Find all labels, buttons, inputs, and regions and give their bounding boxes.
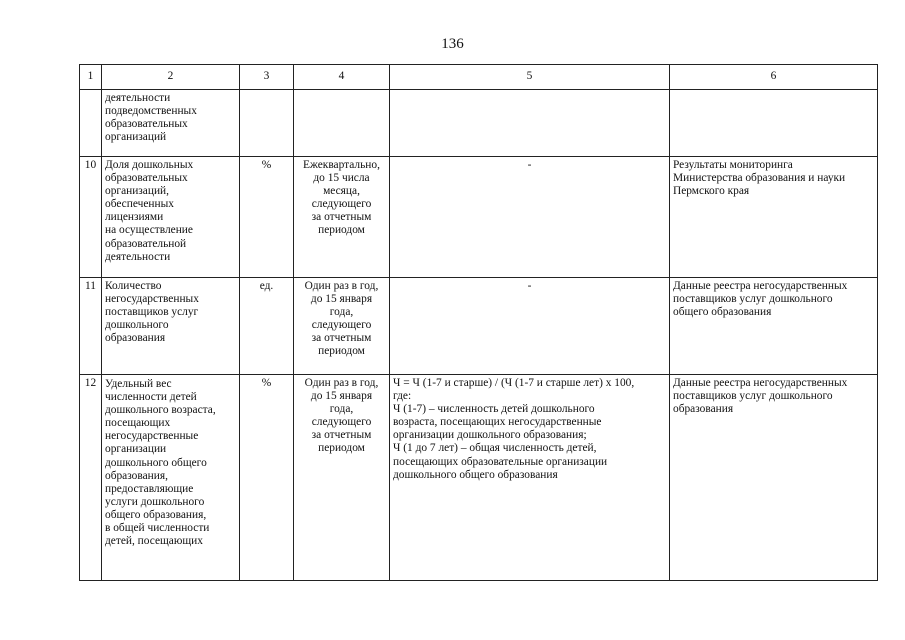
frequency xyxy=(294,375,390,581)
cell-line: месяца, xyxy=(323,185,360,198)
cell-line: периодом xyxy=(318,224,365,237)
formula xyxy=(390,375,670,581)
cell-line: образовательных xyxy=(105,118,188,131)
header-col-3: 3 xyxy=(240,65,294,90)
unit xyxy=(240,90,294,157)
table-header-row xyxy=(80,65,878,90)
cell-line: до 15 января xyxy=(310,293,373,306)
header-col-5: 5 xyxy=(390,65,670,90)
cell-line: организации xyxy=(105,443,167,456)
cell-line: деятельности xyxy=(105,250,171,263)
header-col-1: 1 xyxy=(80,65,102,90)
cell-line: Количество xyxy=(105,280,162,292)
cell-line: поставщиков услуг xyxy=(105,306,199,319)
cell-line: образования xyxy=(105,332,166,345)
cell-line: Ч = Ч (1-7 и старше) / (Ч (1-7 и старше лет) x 100, xyxy=(393,377,635,389)
unit: % xyxy=(240,157,294,278)
data-source xyxy=(670,278,878,375)
cell-line: за отчетным xyxy=(311,429,372,442)
frequency xyxy=(294,90,390,157)
row-number: 12 xyxy=(80,375,102,581)
indicator-name xyxy=(102,90,240,157)
cell-line: за отчетным xyxy=(311,211,372,224)
cell-line: следующего xyxy=(311,319,372,332)
cell-line: - xyxy=(527,280,532,292)
cell-line: поставщиков услуг дошкольного xyxy=(673,293,833,306)
cell-line: дошкольного общего образования xyxy=(393,468,558,481)
table-row xyxy=(80,157,878,278)
formula xyxy=(390,278,670,375)
data-source xyxy=(670,90,878,157)
cell-line: в общей численности xyxy=(105,522,210,535)
cell-line: - xyxy=(527,159,532,171)
cell-line: предоставляющие xyxy=(105,482,194,495)
cell-line: где: xyxy=(393,390,412,403)
cell-line: до 15 января xyxy=(310,390,373,403)
frequency xyxy=(294,157,390,278)
cell-line: образовательных xyxy=(105,172,188,185)
page-number: 136 xyxy=(441,36,464,52)
cell-line: услуги дошкольного xyxy=(105,495,205,508)
cell-line: Ежеквартально, xyxy=(303,159,380,171)
cell-line: Пермского края xyxy=(673,185,750,198)
unit: ед. xyxy=(240,278,294,375)
cell-line: следующего xyxy=(311,416,372,429)
cell-line: на осуществление xyxy=(105,224,193,237)
cell-line: периодом xyxy=(318,442,365,455)
cell-line: Министерства образования и науки xyxy=(673,172,846,185)
cell-line: следующего xyxy=(311,198,372,211)
cell-line: негосударственные xyxy=(105,430,199,443)
indicator-name xyxy=(102,278,240,375)
row-number: 11 xyxy=(80,278,102,375)
indicator-name xyxy=(102,157,240,278)
data-source xyxy=(670,375,878,581)
cell-line: возраста, посещающих негосударственные xyxy=(393,416,602,429)
cell-line: Ч (1 до 7 лет) – общая численность детей, xyxy=(393,442,597,455)
cell-line: года, xyxy=(329,403,354,416)
cell-line: детей, посещающих xyxy=(105,535,203,548)
cell-line: организации дошкольного образования; xyxy=(393,429,587,442)
cell-line: Удельный вес xyxy=(105,378,172,390)
cell-line: посещающих xyxy=(105,417,171,430)
row-number xyxy=(80,90,102,157)
cell-line: Данные реестра негосударственных xyxy=(673,280,848,292)
cell-line: общего образования xyxy=(673,306,772,319)
unit: % xyxy=(240,375,294,581)
cell-line: лицензиями xyxy=(105,211,164,224)
cell-line: поставщиков услуг дошкольного xyxy=(673,390,833,403)
cell-line: обеспеченных xyxy=(105,198,174,211)
table-row xyxy=(80,278,878,375)
cell-line: численности детей xyxy=(105,391,197,404)
indicator-name xyxy=(102,375,240,581)
cell-line: года, xyxy=(329,306,354,319)
table-row xyxy=(80,90,878,157)
row-number: 10 xyxy=(80,157,102,278)
cell-line: посещающих образовательные организации xyxy=(393,455,608,468)
indicators-table xyxy=(79,64,878,581)
header-col-2: 2 xyxy=(102,65,240,90)
cell-line: организаций xyxy=(105,131,167,144)
data-source xyxy=(670,157,878,278)
formula xyxy=(390,90,670,157)
cell-line: негосударственных xyxy=(105,293,199,306)
cell-line: Ч (1-7) – численность детей дошкольного xyxy=(393,403,595,416)
cell-line: дошкольного xyxy=(105,319,169,332)
cell-line: подведомственных xyxy=(105,105,197,118)
header-col-6: 6 xyxy=(670,65,878,90)
cell-line: Один раз в год, xyxy=(304,377,379,389)
cell-line: периодом xyxy=(318,345,365,358)
cell-line: Один раз в год, xyxy=(304,280,379,292)
cell-line: дошкольного общего xyxy=(105,456,207,469)
cell-line: организаций, xyxy=(105,185,169,198)
cell-line: дошкольного возраста, xyxy=(105,404,216,417)
cell-line: деятельности xyxy=(105,92,171,104)
cell-line: образовательной xyxy=(105,237,187,250)
table-row xyxy=(80,375,878,581)
cell-line: Доля дошкольных xyxy=(105,159,194,171)
frequency xyxy=(294,278,390,375)
cell-line: общего образования, xyxy=(105,508,207,521)
cell-line: до 15 числа xyxy=(313,172,370,185)
cell-line: образования xyxy=(673,403,734,416)
formula xyxy=(390,157,670,278)
cell-line: за отчетным xyxy=(311,332,372,345)
cell-line: Результаты мониторинга xyxy=(673,159,793,171)
header-col-4: 4 xyxy=(294,65,390,90)
cell-line: образования, xyxy=(105,469,168,482)
cell-line: Данные реестра негосударственных xyxy=(673,377,848,389)
